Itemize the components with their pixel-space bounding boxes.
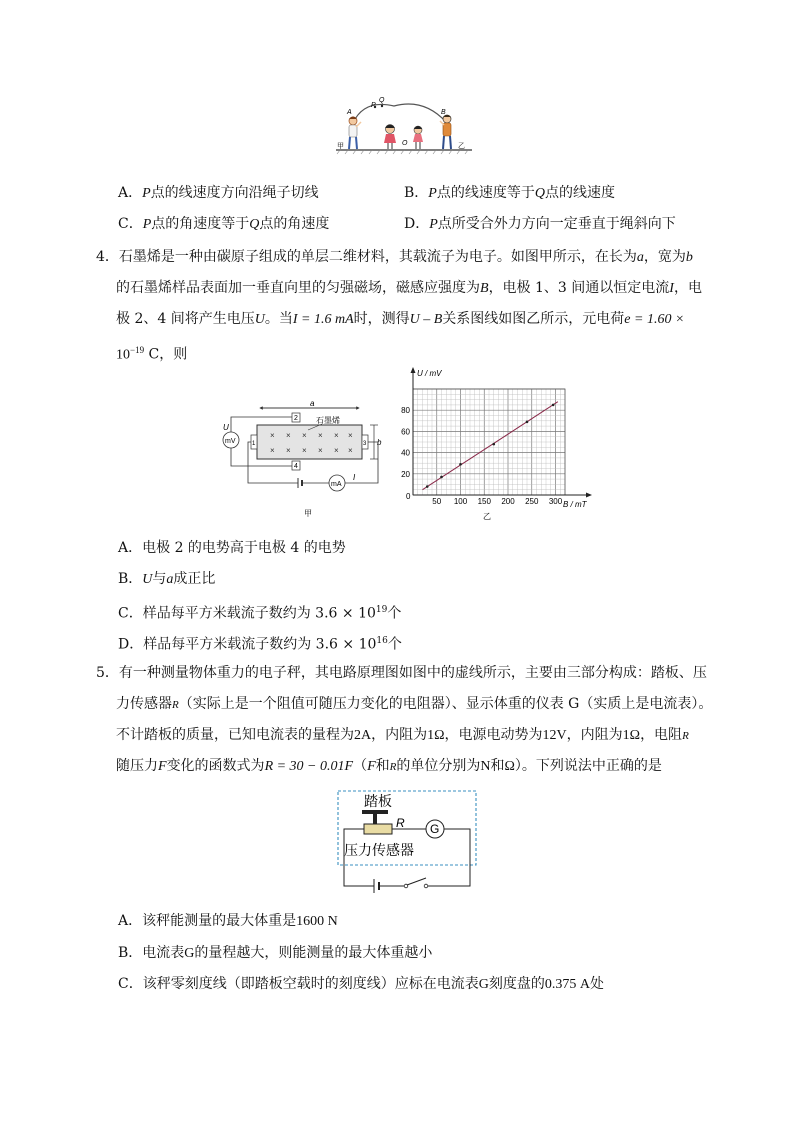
electrode-1: 1 bbox=[252, 441, 256, 447]
label-O: O bbox=[402, 140, 408, 147]
fit-line bbox=[423, 402, 558, 490]
figure-jia-caption: 甲 bbox=[304, 509, 312, 518]
q3-option-b: B．P点的线速度等于Q点的线速度 bbox=[404, 185, 615, 201]
x-tick-label: 50 bbox=[432, 497, 442, 506]
chart-caption: 乙 bbox=[483, 512, 491, 521]
chart-grid bbox=[413, 389, 565, 495]
q4-stem-line1: 4．石墨烯是一种由碳原子组成的单层二维材料，其载流子为电子。如图甲所示，在长为a，宽为b bbox=[96, 249, 693, 265]
label-A: A bbox=[347, 109, 352, 116]
scale-circuit-figure bbox=[334, 788, 484, 892]
q3-option-c: C．P点的角速度等于Q点的角速度 bbox=[118, 216, 330, 232]
pedal-label: 踏板 bbox=[364, 793, 392, 809]
y-tick-label: 20 bbox=[401, 469, 410, 479]
q5-option-c: C．该秤零刻度线（即踏板空载时的刻度线）应标在电流表G刻度盘的0.375 A处 bbox=[118, 976, 604, 992]
y-tick-label: 60 bbox=[401, 427, 410, 437]
chart-y-label: U / mV bbox=[417, 369, 442, 378]
label-B: B bbox=[441, 109, 446, 116]
svg-text:×: × bbox=[318, 446, 323, 455]
svg-text:×: × bbox=[270, 446, 275, 455]
q4-option-b: B．U与a成正比 bbox=[118, 571, 216, 587]
voltage-U: U bbox=[223, 423, 229, 432]
q5-option-a: A．该秤能测量的最大体重是1600 N bbox=[118, 913, 338, 929]
x-tick-label: 300 bbox=[548, 497, 563, 506]
electrode-3: 3 bbox=[363, 441, 367, 447]
y-tick-label: 40 bbox=[401, 448, 410, 458]
graphene-circuit-figure bbox=[218, 400, 390, 520]
data-point bbox=[426, 485, 429, 488]
electrode-2: 2 bbox=[294, 415, 298, 422]
svg-text:×: × bbox=[302, 431, 307, 440]
svg-text:×: × bbox=[302, 446, 307, 455]
svg-text:×: × bbox=[318, 431, 323, 440]
q5-stem-line3: 不计踏板的质量，已知电流表的量程为2A，内阻为1Ω，电源电动势为12V，内阻为1Ω，电阻R bbox=[116, 727, 689, 743]
dim-b: b bbox=[377, 438, 382, 447]
chart-x-label: B / mT bbox=[563, 500, 587, 509]
q4-option-d: D．样品每平方米载流子数约为 $3.6 \times 10^{16}$个 bbox=[118, 636, 402, 653]
dim-a: a bbox=[310, 399, 315, 408]
svg-text:×: × bbox=[286, 431, 291, 440]
y-axis-arrow bbox=[411, 367, 416, 373]
q4-option-c: C．样品每平方米载流子数约为 $3.6 \times 10^{19}$个 bbox=[118, 605, 402, 622]
electrode-4: 4 bbox=[294, 463, 298, 470]
svg-text:×: × bbox=[270, 431, 275, 440]
data-point bbox=[552, 404, 555, 407]
galvanometer-label: G bbox=[430, 822, 440, 836]
voltmeter-label: mV bbox=[225, 438, 236, 445]
u-b-chart bbox=[395, 364, 605, 524]
label-yi: 乙 bbox=[458, 143, 465, 150]
current-I: I bbox=[353, 473, 356, 482]
data-point bbox=[459, 463, 462, 466]
q3-option-a: A．P点的线速度方向沿绳子切线 bbox=[118, 185, 319, 201]
ammeter-label: mA bbox=[331, 481, 342, 488]
q5-option-b: B．电流表G的量程越大，则能测量的最大体重越小 bbox=[118, 945, 433, 961]
y-tick-label: 80 bbox=[401, 406, 410, 416]
sensor-label: 压力传感器 bbox=[344, 842, 414, 858]
data-point bbox=[492, 443, 495, 446]
x-tick-label: 250 bbox=[525, 497, 539, 506]
x-tick-label: 150 bbox=[477, 497, 491, 506]
data-point bbox=[526, 421, 529, 424]
pressure-sensor bbox=[364, 824, 392, 834]
chart-origin-label: 0 bbox=[406, 492, 411, 501]
x-axis-arrow bbox=[586, 493, 592, 498]
q4-stem-line3: 极 2、4 间将产生电压U。当I = 1.6 mA时，测得U – B关系图线如图乙所示，元电荷e = 1.60 × bbox=[116, 311, 685, 327]
svg-text:×: × bbox=[334, 446, 339, 455]
graphene-label: 石墨烯 bbox=[316, 416, 340, 425]
q4-stem-line4: $10^{-19}$ C，则 bbox=[116, 345, 188, 363]
label-P: P bbox=[371, 102, 376, 109]
jump-rope-figure bbox=[334, 97, 474, 163]
svg-text:×: × bbox=[348, 446, 353, 455]
chart-marks bbox=[423, 402, 558, 490]
resistor-label: R bbox=[396, 816, 405, 830]
svg-text:×: × bbox=[348, 431, 353, 440]
svg-text:×: × bbox=[286, 446, 291, 455]
chart-ticks bbox=[401, 406, 563, 506]
pedal bbox=[362, 810, 388, 814]
svg-text:×: × bbox=[334, 431, 339, 440]
q4-option-a: A．电极 2 的电势高于电极 4 的电势 bbox=[118, 540, 346, 556]
q5-stem-line2: 力传感器R（实际上是一个阻值可随压力变化的电阻器）、显示体重的仪表 G（实质上是电流表）。 bbox=[116, 696, 713, 712]
x-tick-label: 200 bbox=[501, 497, 515, 506]
q5-stem-line1: 5．有一种测量物体重力的电子秤，其电路原理图如图中的虚线所示，主要由三部分构成：踏板、压 bbox=[96, 665, 707, 681]
label-Q: Q bbox=[379, 97, 385, 104]
q5-stem-line4: 随压力F变化的函数式为R = 30 − 0.01F（F和R的单位分别为N和Ω）。下列说法中正确的是 bbox=[116, 758, 662, 774]
q3-option-d: D．P点所受合外力方向一定垂直于绳斜向下 bbox=[404, 216, 676, 232]
x-tick-label: 100 bbox=[453, 497, 468, 506]
q4-stem-line2: 的石墨烯样品表面加一垂直向里的匀强磁场，磁感应强度为B，电极 1、3 间通以恒定电流I，电 bbox=[116, 280, 702, 296]
label-jia: 甲 bbox=[337, 143, 344, 150]
data-point bbox=[440, 476, 443, 479]
